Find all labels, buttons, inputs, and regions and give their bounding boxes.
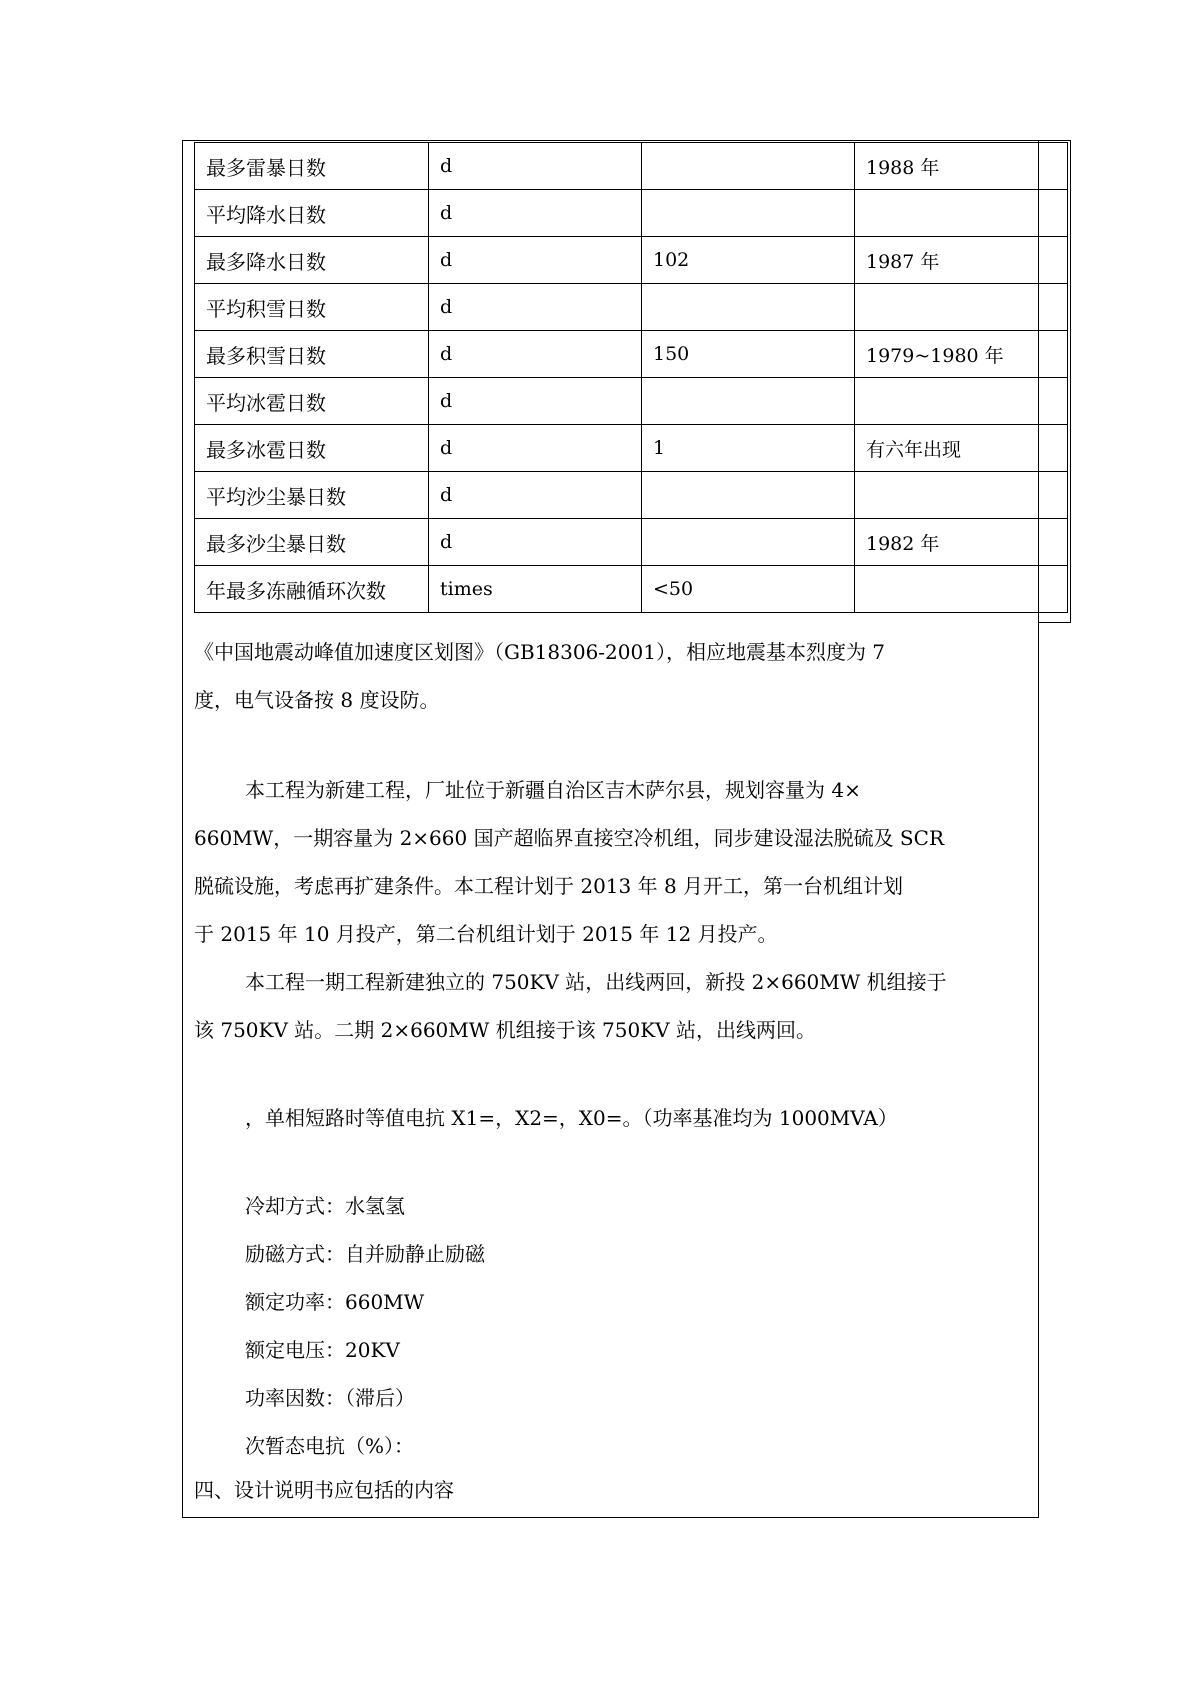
cell-note: 有六年出现	[855, 425, 1039, 472]
short-circuit-line: ，单相短路时等值电抗 X1=，X2=，X0=。（功率基准均为 1000MVA）	[245, 1106, 898, 1130]
project-para1-line2: 660MW，一期容量为 2×660 国产超临界直接空冷机组，同步建设湿法脱硫及 SCR	[194, 826, 944, 850]
table-row	[195, 284, 1068, 331]
cell-value	[642, 519, 855, 566]
cell-item: 最多沙尘暴日数	[195, 519, 429, 566]
cell-unit: d	[429, 237, 642, 284]
project-para1-line1: 本工程为新建工程，厂址位于新疆自治区吉木萨尔县，规划容量为 4×	[245, 778, 861, 802]
cell-item: 最多积雪日数	[195, 331, 429, 378]
cell-item: 最多雷暴日数	[195, 143, 429, 190]
cell-note: 1988 年	[855, 143, 1039, 190]
cell-value	[642, 378, 855, 425]
table-row	[195, 519, 1068, 566]
cell-unit: times	[429, 566, 642, 613]
cell-spacer	[1039, 331, 1068, 378]
rated-power: 额定功率：660MW	[245, 1290, 425, 1314]
cell-item: 年最多冻融循环次数	[195, 566, 429, 613]
table-row	[195, 566, 1068, 613]
cell-spacer	[1039, 472, 1068, 519]
table-row	[195, 143, 1068, 190]
cell-note	[855, 566, 1039, 613]
cell-note	[855, 190, 1039, 237]
table-row	[195, 237, 1068, 284]
cell-note: 1979~1980 年	[855, 331, 1039, 378]
cell-value	[642, 190, 855, 237]
cell-unit: d	[429, 472, 642, 519]
project-para1-line4: 于 2015 年 10 月投产，第二台机组计划于 2015 年 12 月投产。	[194, 922, 778, 946]
seismic-line-2: 度，电气设备按 8 度设防。	[194, 688, 440, 712]
rated-voltage: 额定电压：20KV	[245, 1338, 400, 1362]
cell-value: 150	[642, 331, 855, 378]
cell-note	[855, 472, 1039, 519]
project-para2-line1: 本工程一期工程新建独立的 750KV 站，出线两回，新投 2×660MW 机组接于	[245, 970, 947, 994]
cell-unit: d	[429, 378, 642, 425]
project-para2-line2: 该 750KV 站。二期 2×660MW 机组接于该 750KV 站，出线两回。	[194, 1018, 816, 1042]
cell-unit: d	[429, 425, 642, 472]
cell-unit: d	[429, 190, 642, 237]
cooling-method: 冷却方式：水氢氢	[245, 1194, 405, 1218]
cell-spacer	[1039, 143, 1068, 190]
table-row	[195, 378, 1068, 425]
project-para1-line3: 脱硫设施，考虑再扩建条件。本工程计划于 2013 年 8 月开工，第一台机组计划	[194, 874, 904, 898]
climate-table	[194, 142, 1068, 613]
cell-spacer	[1039, 519, 1068, 566]
cell-item: 平均积雪日数	[195, 284, 429, 331]
cell-note: 1987 年	[855, 237, 1039, 284]
excitation-method: 励磁方式：自并励静止励磁	[245, 1242, 485, 1266]
cell-value: <50	[642, 566, 855, 613]
cell-note	[855, 378, 1039, 425]
table-row	[195, 190, 1068, 237]
cell-item: 平均冰雹日数	[195, 378, 429, 425]
power-factor: 功率因数：（滞后）	[245, 1386, 415, 1410]
seismic-line-1: 《中国地震动峰值加速度区划图》（GB18306-2001），相应地震基本烈度为 7	[194, 640, 886, 664]
cell-spacer	[1039, 566, 1068, 613]
cell-unit: d	[429, 519, 642, 566]
table-row	[195, 425, 1068, 472]
cell-item: 平均降水日数	[195, 190, 429, 237]
subtransient-reactance: 次暂态电抗（%）：	[245, 1434, 415, 1458]
cell-note: 1982 年	[855, 519, 1039, 566]
cell-item: 最多冰雹日数	[195, 425, 429, 472]
section-heading: 四、设计说明书应包括的内容	[194, 1478, 454, 1502]
cell-value	[642, 284, 855, 331]
cell-value: 1	[642, 425, 855, 472]
cell-unit: d	[429, 284, 642, 331]
table-row	[195, 331, 1068, 378]
cell-spacer	[1039, 237, 1068, 284]
table-row	[195, 472, 1068, 519]
cell-spacer	[1039, 284, 1068, 331]
cell-spacer	[1039, 378, 1068, 425]
cell-unit: d	[429, 331, 642, 378]
cell-item: 平均沙尘暴日数	[195, 472, 429, 519]
cell-note	[855, 284, 1039, 331]
cell-value	[642, 143, 855, 190]
cell-value: 102	[642, 237, 855, 284]
cell-unit: d	[429, 143, 642, 190]
cell-spacer	[1039, 190, 1068, 237]
cell-spacer	[1039, 425, 1068, 472]
cell-item: 最多降水日数	[195, 237, 429, 284]
cell-value	[642, 472, 855, 519]
